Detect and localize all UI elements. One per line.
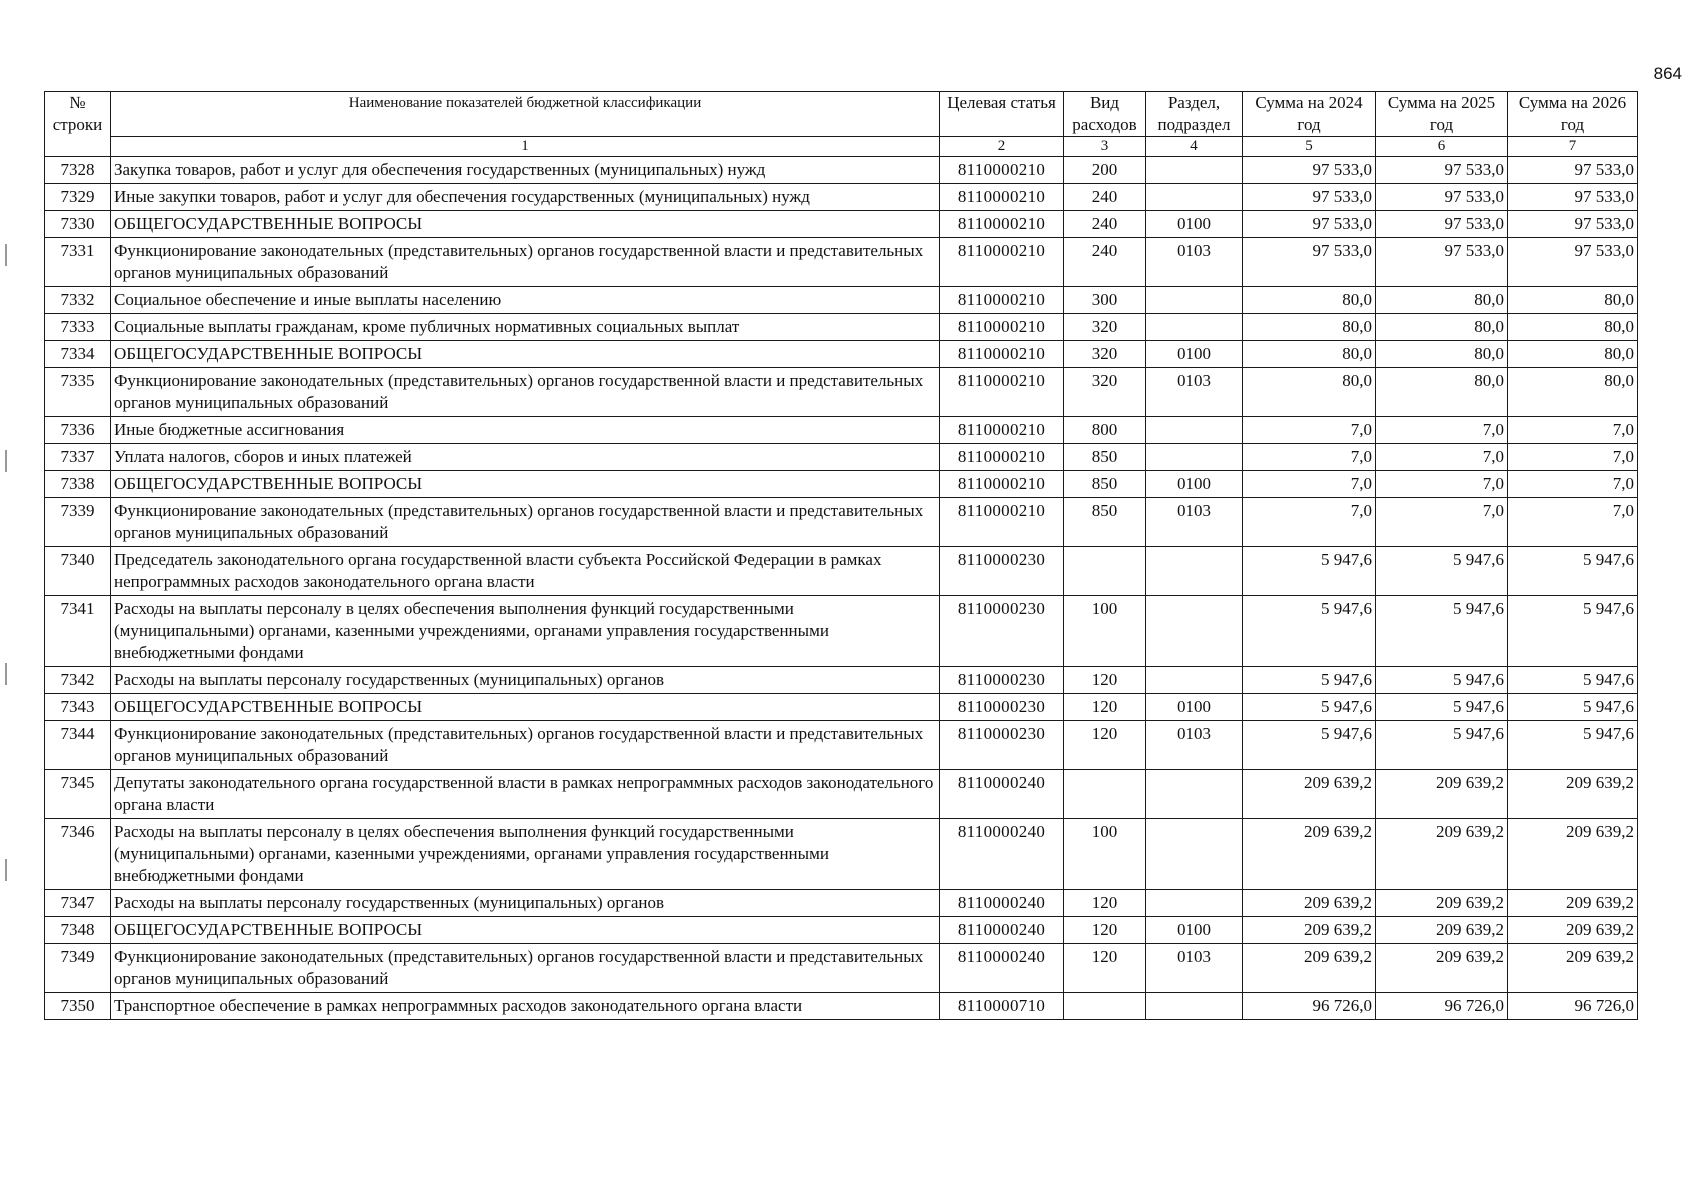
row-number: 7344 [45,721,111,770]
sum-2026: 5 947,6 [1508,694,1638,721]
column-number: 2 [940,137,1064,157]
sum-2024: 97 533,0 [1243,238,1376,287]
sum-2026: 209 639,2 [1508,819,1638,890]
row-number: 7347 [45,890,111,917]
section-code: 0103 [1146,721,1243,770]
target-article-code: 8110000240 [940,917,1064,944]
sum-2025: 7,0 [1376,471,1508,498]
budget-classification-table [44,91,1638,1020]
sum-2026: 7,0 [1508,498,1638,547]
header-sum-2026: Сумма на 2026 год [1508,92,1638,137]
table-body [45,157,1638,1020]
row-name: Транспортное обеспечение в рамках непрограммных расходов законодательного органа власти [111,993,940,1020]
table-row [45,694,1638,721]
sum-2025: 7,0 [1376,417,1508,444]
sum-2025: 97 533,0 [1376,238,1508,287]
row-name: ОБЩЕГОСУДАРСТВЕННЫЕ ВОПРОСЫ [111,341,940,368]
expense-kind: 850 [1064,498,1146,547]
target-article-code: 8110000240 [940,819,1064,890]
row-name: ОБЩЕГОСУДАРСТВЕННЫЕ ВОПРОСЫ [111,694,940,721]
target-article-code: 8110000230 [940,667,1064,694]
expense-kind: 240 [1064,238,1146,287]
sum-2026: 5 947,6 [1508,721,1638,770]
section-code [1146,596,1243,667]
table-row [45,721,1638,770]
target-article-code: 8110000230 [940,596,1064,667]
section-code: 0103 [1146,498,1243,547]
sum-2024: 5 947,6 [1243,547,1376,596]
row-name: Функционирование законодательных (представительных) органов государственной власти и представительных органов муниципальных образований [111,238,940,287]
section-code [1146,770,1243,819]
row-number: 7342 [45,667,111,694]
header-row-number: № строки [45,92,111,157]
table-row [45,238,1638,287]
sum-2025: 7,0 [1376,444,1508,471]
table-row [45,211,1638,238]
sum-2024: 97 533,0 [1243,211,1376,238]
sum-2024: 97 533,0 [1243,157,1376,184]
table-row [45,917,1638,944]
section-code [1146,819,1243,890]
section-code [1146,314,1243,341]
target-article-code: 8110000210 [940,238,1064,287]
column-number: 5 [1243,137,1376,157]
row-number: 7330 [45,211,111,238]
row-number: 7341 [45,596,111,667]
row-name: ОБЩЕГОСУДАРСТВЕННЫЕ ВОПРОСЫ [111,211,940,238]
row-name: Председатель законодательного органа государственной власти субъекта Российской Федерации в рамках непрограммных расходов законодательного органа власти [111,547,940,596]
expense-kind: 800 [1064,417,1146,444]
table-row [45,314,1638,341]
sum-2024: 80,0 [1243,287,1376,314]
sum-2024: 80,0 [1243,341,1376,368]
sum-2025: 5 947,6 [1376,547,1508,596]
sum-2026: 97 533,0 [1508,211,1638,238]
table-row [45,890,1638,917]
row-number: 7332 [45,287,111,314]
row-number: 7328 [45,157,111,184]
expense-kind: 120 [1064,694,1146,721]
table-row [45,368,1638,417]
row-number: 7340 [45,547,111,596]
expense-kind: 120 [1064,890,1146,917]
row-name: Иные закупки товаров, работ и услуг для обеспечения государственных (муниципальных) нужд [111,184,940,211]
target-article-code: 8110000210 [940,314,1064,341]
row-name: Закупка товаров, работ и услуг для обеспечения государственных (муниципальных) нужд [111,157,940,184]
target-article-code: 8110000210 [940,444,1064,471]
row-name: Уплата налогов, сборов и иных платежей [111,444,940,471]
sum-2026: 209 639,2 [1508,917,1638,944]
table-row [45,287,1638,314]
table-row [45,341,1638,368]
target-article-code: 8110000210 [940,417,1064,444]
header-expense-kind: Вид расходов [1064,92,1146,137]
section-code [1146,890,1243,917]
sum-2025: 5 947,6 [1376,694,1508,721]
sum-2024: 209 639,2 [1243,819,1376,890]
expense-kind: 850 [1064,471,1146,498]
section-code [1146,184,1243,211]
table-row [45,157,1638,184]
sum-2024: 96 726,0 [1243,993,1376,1020]
expense-kind: 320 [1064,368,1146,417]
row-number: 7331 [45,238,111,287]
expense-kind: 240 [1064,211,1146,238]
row-name: Функционирование законодательных (представительных) органов государственной власти и представительных органов муниципальных образований [111,498,940,547]
sum-2024: 97 533,0 [1243,184,1376,211]
expense-kind: 240 [1064,184,1146,211]
expense-kind [1064,993,1146,1020]
sum-2024: 209 639,2 [1243,944,1376,993]
section-code: 0100 [1146,471,1243,498]
section-code [1146,547,1243,596]
sum-2026: 96 726,0 [1508,993,1638,1020]
sum-2026: 5 947,6 [1508,596,1638,667]
section-code [1146,667,1243,694]
table-row [45,667,1638,694]
sum-2025: 80,0 [1376,314,1508,341]
row-number: 7334 [45,341,111,368]
sum-2026: 80,0 [1508,314,1638,341]
sum-2026: 7,0 [1508,471,1638,498]
expense-kind [1064,547,1146,596]
table-row [45,596,1638,667]
row-name: Расходы на выплаты персоналу государственных (муниципальных) органов [111,667,940,694]
column-number: 3 [1064,137,1146,157]
sum-2024: 5 947,6 [1243,694,1376,721]
sum-2026: 5 947,6 [1508,547,1638,596]
table-row [45,498,1638,547]
section-code: 0100 [1146,694,1243,721]
column-number-row [45,137,1638,157]
table-row [45,944,1638,993]
row-name: Депутаты законодательного органа государственной власти в рамках непрограммных расходов законодательного органа власти [111,770,940,819]
header-sum-2025: Сумма на 2025 год [1376,92,1508,137]
scan-margin-mark [5,663,7,685]
row-name: Функционирование законодательных (представительных) органов государственной власти и представительных органов муниципальных образований [111,368,940,417]
target-article-code: 8110000240 [940,770,1064,819]
target-article-code: 8110000230 [940,547,1064,596]
table-row [45,993,1638,1020]
sum-2024: 7,0 [1243,417,1376,444]
row-name: Расходы на выплаты персоналу в целях обеспечения выполнения функций государственными (муниципальными) органами, казенными учреждениями, органами управления государственными внебюджетными фондами [111,819,940,890]
row-name: Социальные выплаты гражданам, кроме публичных нормативных социальных выплат [111,314,940,341]
sum-2026: 209 639,2 [1508,890,1638,917]
sum-2025: 209 639,2 [1376,890,1508,917]
sum-2025: 80,0 [1376,368,1508,417]
table-header-row [45,92,1638,137]
section-code [1146,993,1243,1020]
expense-kind: 120 [1064,667,1146,694]
expense-kind [1064,770,1146,819]
target-article-code: 8110000210 [940,471,1064,498]
sum-2024: 209 639,2 [1243,890,1376,917]
section-code: 0103 [1146,944,1243,993]
section-code: 0103 [1146,368,1243,417]
sum-2025: 96 726,0 [1376,993,1508,1020]
expense-kind: 100 [1064,819,1146,890]
sum-2024: 80,0 [1243,314,1376,341]
header-section: Раздел, подраздел [1146,92,1243,137]
sum-2026: 97 533,0 [1508,184,1638,211]
sum-2025: 80,0 [1376,341,1508,368]
expense-kind: 200 [1064,157,1146,184]
sum-2024: 5 947,6 [1243,667,1376,694]
target-article-code: 8110000240 [940,944,1064,993]
row-number: 7350 [45,993,111,1020]
sum-2025: 97 533,0 [1376,157,1508,184]
target-article-code: 8110000210 [940,498,1064,547]
sum-2025: 7,0 [1376,498,1508,547]
sum-2024: 5 947,6 [1243,721,1376,770]
expense-kind: 120 [1064,917,1146,944]
sum-2025: 209 639,2 [1376,917,1508,944]
section-code [1146,287,1243,314]
section-code: 0100 [1146,917,1243,944]
section-code [1146,417,1243,444]
row-name: Иные бюджетные ассигнования [111,417,940,444]
row-name: Расходы на выплаты персоналу государственных (муниципальных) органов [111,890,940,917]
sum-2026: 7,0 [1508,444,1638,471]
target-article-code: 8110000210 [940,341,1064,368]
section-code [1146,444,1243,471]
table-row [45,770,1638,819]
sum-2025: 209 639,2 [1376,944,1508,993]
target-article-code: 8110000230 [940,721,1064,770]
table-row [45,471,1638,498]
target-article-code: 8110000210 [940,184,1064,211]
row-number: 7345 [45,770,111,819]
sum-2024: 7,0 [1243,498,1376,547]
row-number: 7337 [45,444,111,471]
section-code: 0103 [1146,238,1243,287]
header-target-article: Целевая статья [940,92,1064,137]
sum-2024: 80,0 [1243,368,1376,417]
table-row [45,417,1638,444]
target-article-code: 8110000210 [940,287,1064,314]
column-number: 1 [111,137,940,157]
section-code [1146,157,1243,184]
target-article-code: 8110000710 [940,993,1064,1020]
expense-kind: 120 [1064,944,1146,993]
expense-kind: 320 [1064,341,1146,368]
sum-2025: 5 947,6 [1376,721,1508,770]
sum-2026: 80,0 [1508,368,1638,417]
table-row [45,444,1638,471]
expense-kind: 120 [1064,721,1146,770]
section-code: 0100 [1146,211,1243,238]
sum-2024: 209 639,2 [1243,770,1376,819]
column-number: 4 [1146,137,1243,157]
header-sum-2024: Сумма на 2024 год [1243,92,1376,137]
sum-2026: 7,0 [1508,417,1638,444]
scan-margin-mark [5,859,7,881]
target-article-code: 8110000210 [940,368,1064,417]
table-row [45,819,1638,890]
column-number: 7 [1508,137,1638,157]
sum-2024: 7,0 [1243,444,1376,471]
column-number: 6 [1376,137,1508,157]
sum-2025: 209 639,2 [1376,819,1508,890]
expense-kind: 320 [1064,314,1146,341]
sum-2025: 5 947,6 [1376,667,1508,694]
row-number: 7343 [45,694,111,721]
row-number: 7349 [45,944,111,993]
sum-2026: 209 639,2 [1508,944,1638,993]
sum-2025: 80,0 [1376,287,1508,314]
sum-2026: 5 947,6 [1508,667,1638,694]
target-article-code: 8110000210 [940,157,1064,184]
expense-kind: 100 [1064,596,1146,667]
sum-2026: 97 533,0 [1508,157,1638,184]
sum-2024: 5 947,6 [1243,596,1376,667]
row-number: 7348 [45,917,111,944]
row-name: Функционирование законодательных (представительных) органов государственной власти и представительных органов муниципальных образований [111,721,940,770]
expense-kind: 850 [1064,444,1146,471]
sum-2025: 5 947,6 [1376,596,1508,667]
row-number: 7346 [45,819,111,890]
sum-2024: 209 639,2 [1243,917,1376,944]
sum-2025: 97 533,0 [1376,184,1508,211]
page-number: 864 [1653,64,1682,83]
sum-2025: 209 639,2 [1376,770,1508,819]
row-number: 7339 [45,498,111,547]
sum-2026: 80,0 [1508,287,1638,314]
row-name: Социальное обеспечение и иные выплаты населению [111,287,940,314]
row-number: 7335 [45,368,111,417]
row-name: Функционирование законодательных (представительных) органов государственной власти и представительных органов муниципальных образований [111,944,940,993]
row-name: ОБЩЕГОСУДАРСТВЕННЫЕ ВОПРОСЫ [111,471,940,498]
row-name: Расходы на выплаты персоналу в целях обеспечения выполнения функций государственными (муниципальными) органами, казенными учреждениями, органами управления государственными внебюджетными фондами [111,596,940,667]
section-code: 0100 [1146,341,1243,368]
sum-2024: 7,0 [1243,471,1376,498]
target-article-code: 8110000240 [940,890,1064,917]
row-number: 7338 [45,471,111,498]
sum-2026: 209 639,2 [1508,770,1638,819]
sum-2026: 97 533,0 [1508,238,1638,287]
row-number: 7333 [45,314,111,341]
table-row [45,184,1638,211]
sum-2026: 80,0 [1508,341,1638,368]
row-number: 7336 [45,417,111,444]
row-number: 7329 [45,184,111,211]
header-name: Наименование показателей бюджетной классификации [111,92,940,137]
target-article-code: 8110000230 [940,694,1064,721]
scan-margin-mark [5,244,7,266]
expense-kind: 300 [1064,287,1146,314]
target-article-code: 8110000210 [940,211,1064,238]
scan-margin-mark [5,450,7,472]
table-row [45,547,1638,596]
row-name: ОБЩЕГОСУДАРСТВЕННЫЕ ВОПРОСЫ [111,917,940,944]
sum-2025: 97 533,0 [1376,211,1508,238]
